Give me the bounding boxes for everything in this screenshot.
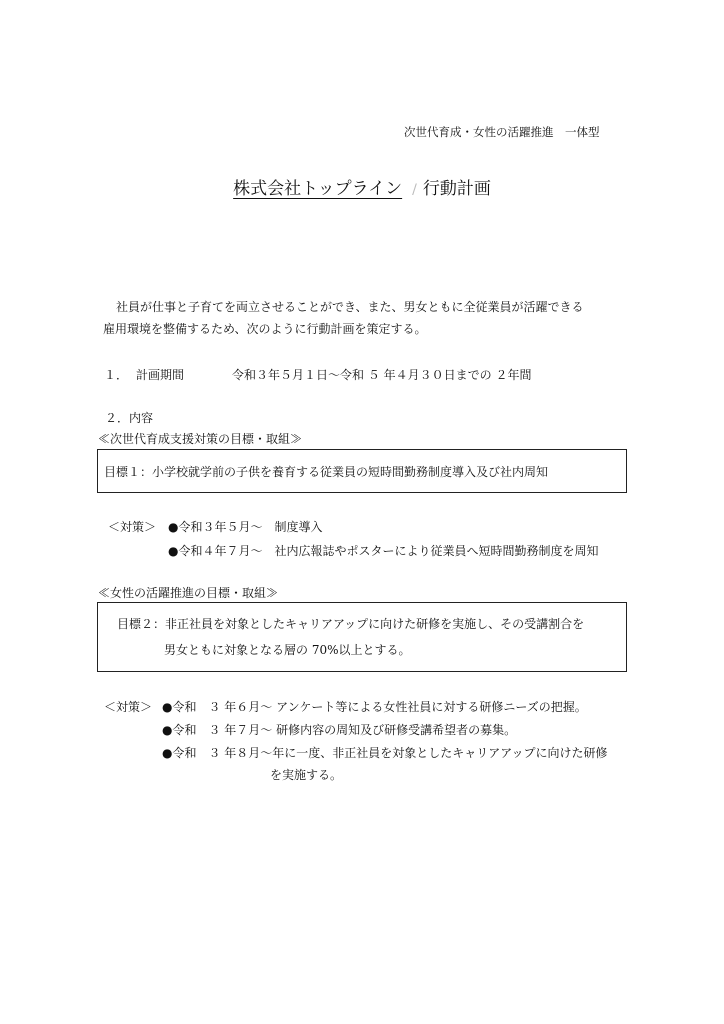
measures2-item: ●令和 ３ 年８月～年に一度、非正社員を対象としたキャリアアップに向けた研修 bbox=[162, 746, 608, 760]
title-separator: / bbox=[412, 182, 417, 198]
section2-part2-heading: ≪女性の活躍推進の目標・取組≫ bbox=[98, 586, 279, 600]
measures1-item: ●令和３年５月～ 制度導入 bbox=[168, 520, 323, 534]
intro-line-2: 雇用環境を整備するため、次のように行動計画を策定する。 bbox=[103, 322, 427, 336]
page-title bbox=[0, 174, 724, 199]
section1-value: 令和３年５月１日～令和 ５ 年４月３０日までの ２年間 bbox=[232, 368, 532, 382]
measures2-label: ＜対策＞ bbox=[104, 700, 153, 714]
title-company: 株式会社トップライン bbox=[233, 179, 403, 199]
measures2-continuation: を実施する。 bbox=[270, 768, 343, 782]
goal2-line-2: 男女ともに対象となる層の 70%以上とする。 bbox=[164, 643, 411, 657]
section2-heading: ２．内容 bbox=[105, 411, 154, 425]
measures1-label: ＜対策＞ bbox=[108, 520, 157, 534]
section1-label: 計画期間 bbox=[136, 368, 185, 382]
section1-number: １． bbox=[104, 368, 129, 382]
goal2-box bbox=[97, 602, 627, 672]
section2-part1-heading: ≪次世代育成支援対策の目標・取組≫ bbox=[98, 432, 303, 446]
header-note: 次世代育成・女性の活躍推進 一体型 bbox=[404, 125, 600, 139]
goal1-box bbox=[97, 449, 627, 493]
measures2-item: ●令和 ３ 年６月～ アンケート等による女性社員に対する研修ニーズの把握。 bbox=[162, 700, 587, 714]
goal1-text: 目標１：小学校就学前の子供を養育する従業員の短時間勤務制度導入及び社内周知 bbox=[104, 465, 549, 479]
measures1-item: ●令和４年７月～ 社内広報誌やポスターにより従業員へ短時間勤務制度を周知 bbox=[168, 544, 599, 558]
intro-line-1: 社員が仕事と子育てを両立させることができ、また、男女ともに全従業員が活躍できる bbox=[116, 300, 584, 314]
measures2-item: ●令和 ３ 年７月～ 研修内容の周知及び研修受講希望者の募集。 bbox=[162, 723, 517, 737]
goal2-line-1: 目標２：非正社員を対象としたキャリアアップに向けた研修を実施し、その受講割合を bbox=[117, 617, 585, 631]
title-plan: 行動計画 bbox=[422, 179, 491, 199]
